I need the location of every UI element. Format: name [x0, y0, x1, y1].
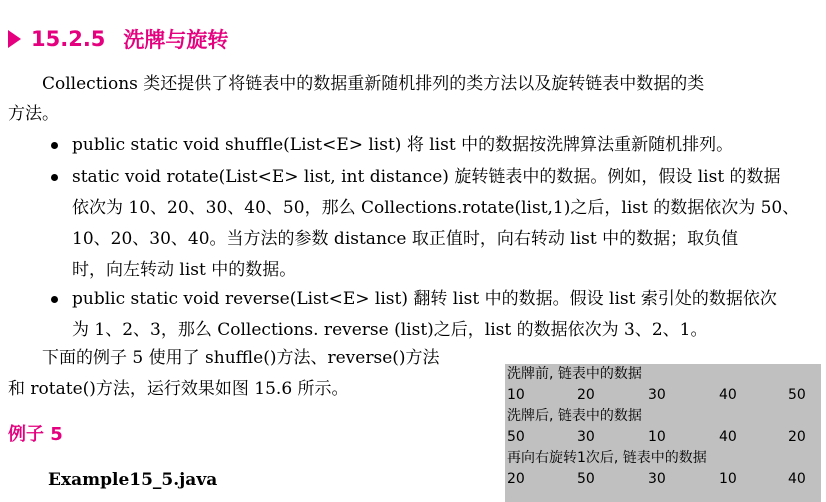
- bullet-rotate-line-4: 时，向左转动 list 中的数据。: [72, 260, 297, 280]
- console-output-panel: [505, 364, 821, 502]
- bullet-reverse-line-2: 为 1、2、3，那么 Collections. reverse (list)之后，list 的数据依次为 3、2、1。: [72, 320, 708, 340]
- console-value: 30: [648, 471, 666, 487]
- console-line-rotate: 再向右旋转1次后, 链表中的数据: [507, 450, 707, 466]
- example-intro-line-1: 下面的例子 5 使用了 shuffle()方法、reverse()方法: [8, 348, 440, 368]
- section-title: 洗牌与旋转: [123, 28, 229, 52]
- intro-line-2: 方法。: [8, 104, 59, 124]
- console-value: 10: [719, 471, 737, 487]
- intro-line-1: Collections 类还提供了将链表中的数据重新随机排列的类方法以及旋转链表中数据的类: [8, 74, 705, 94]
- console-value: 40: [788, 471, 806, 487]
- file-title: Example15_5.java: [48, 470, 218, 490]
- console-value: 10: [648, 429, 666, 445]
- bullet-dot-icon: [51, 296, 58, 303]
- example-title: 例子 5: [8, 424, 63, 445]
- console-value: 20: [577, 387, 595, 403]
- console-value: 50: [507, 429, 525, 445]
- bullet-dot-icon: [51, 174, 58, 181]
- console-value: 50: [577, 471, 595, 487]
- console-row-after: [505, 427, 821, 448]
- bullet-shuffle: public static void shuffle(List<E> list) 将 list 中的数据按洗牌算法重新随机排列。: [72, 135, 734, 155]
- bullet-dot-icon: [51, 142, 58, 149]
- bullet-reverse-line-1: public static void reverse(List<E> list) 翻转 list 中的数据。假设 list 索引处的数据依次: [72, 289, 777, 309]
- section-number: 15.2.5: [31, 27, 106, 51]
- bullet-rotate-line-3: 10、20、30、40。当方法的参数 distance 取正值时，向右转动 list 中的数据；取负值: [72, 229, 739, 249]
- console-value: 20: [788, 429, 806, 445]
- bullet-rotate-line-1: static void rotate(List<E> list, int distance) 旋转链表中的数据。例如，假设 list 的数据: [72, 167, 781, 187]
- section-heading: [8, 22, 228, 56]
- console-line-after: 洗牌后, 链表中的数据: [507, 408, 642, 424]
- console-value: 20: [507, 471, 525, 487]
- console-row-before: [505, 385, 821, 406]
- console-value: 50: [788, 387, 806, 403]
- console-value: 40: [719, 387, 737, 403]
- console-value: 10: [507, 387, 525, 403]
- example-intro-line-2: 和 rotate()方法，运行效果如图 15.6 所示。: [8, 379, 349, 399]
- bullet-rotate-line-2: 依次为 10、20、30、40、50，那么 Collections.rotate(list,1)之后，list 的数据依次为 50、: [72, 198, 800, 218]
- console-value: 40: [719, 429, 737, 445]
- console-row-rotate: [505, 469, 821, 490]
- console-value: 30: [577, 429, 595, 445]
- console-value: 30: [648, 387, 666, 403]
- console-line-before: 洗牌前, 链表中的数据: [507, 366, 642, 382]
- triangle-bullet-icon: [8, 30, 21, 48]
